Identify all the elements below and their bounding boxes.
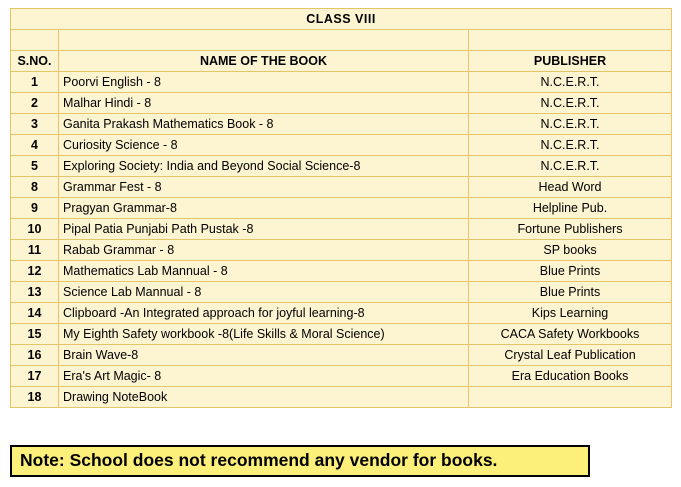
table-row	[11, 72, 672, 93]
row-book-name: Rabab Grammar - 8	[59, 240, 469, 261]
row-sno: 3	[11, 114, 59, 135]
row-publisher: N.C.E.R.T.	[469, 156, 672, 177]
row-sno: 14	[11, 303, 59, 324]
row-sno: 17	[11, 366, 59, 387]
row-publisher: CACA Safety Workbooks	[469, 324, 672, 345]
table-row	[11, 114, 672, 135]
row-sno: 2	[11, 93, 59, 114]
row-publisher: Blue Prints	[469, 261, 672, 282]
row-publisher	[469, 387, 672, 408]
row-sno: 16	[11, 345, 59, 366]
table-body	[11, 9, 672, 408]
spacer-cell-sno	[11, 30, 59, 51]
column-header-book-name: NAME OF THE BOOK	[59, 51, 469, 72]
row-book-name: Mathematics Lab Mannual - 8	[59, 261, 469, 282]
row-book-name: My Eighth Safety workbook -8(Life Skills & Moral Science)	[59, 324, 469, 345]
row-publisher: Blue Prints	[469, 282, 672, 303]
row-publisher: Crystal Leaf Publication	[469, 345, 672, 366]
row-publisher: N.C.E.R.T.	[469, 72, 672, 93]
row-sno: 1	[11, 72, 59, 93]
row-book-name: Brain Wave-8	[59, 345, 469, 366]
row-book-name: Era's Art Magic- 8	[59, 366, 469, 387]
table-row	[11, 93, 672, 114]
row-book-name: Drawing NoteBook	[59, 387, 469, 408]
row-book-name: Ganita Prakash Mathematics Book - 8	[59, 114, 469, 135]
row-book-name: Clipboard -An Integrated approach for joyful learning-8	[59, 303, 469, 324]
table-row	[11, 366, 672, 387]
row-book-name: Pragyan Grammar-8	[59, 198, 469, 219]
row-publisher: Era Education Books	[469, 366, 672, 387]
title-row	[11, 9, 672, 30]
table-row	[11, 261, 672, 282]
table-row	[11, 219, 672, 240]
spacer-cell-publisher	[469, 30, 672, 51]
row-sno: 8	[11, 177, 59, 198]
row-sno: 4	[11, 135, 59, 156]
row-publisher: Kips Learning	[469, 303, 672, 324]
row-publisher: SP books	[469, 240, 672, 261]
column-header-row	[11, 51, 672, 72]
spacer-row	[11, 30, 672, 51]
row-publisher: Helpline Pub.	[469, 198, 672, 219]
spacer-cell-name	[59, 30, 469, 51]
table-row	[11, 135, 672, 156]
table-row	[11, 156, 672, 177]
row-publisher: Fortune Publishers	[469, 219, 672, 240]
table-row	[11, 282, 672, 303]
row-book-name: Curiosity Science - 8	[59, 135, 469, 156]
row-publisher: N.C.E.R.T.	[469, 135, 672, 156]
note-area	[10, 443, 671, 479]
table-row	[11, 345, 672, 366]
table-row	[11, 177, 672, 198]
row-sno: 12	[11, 261, 59, 282]
row-publisher: N.C.E.R.T.	[469, 114, 672, 135]
row-book-name: Poorvi English - 8	[59, 72, 469, 93]
row-book-name: Pipal Patia Punjabi Path Pustak -8	[59, 219, 469, 240]
row-sno: 15	[11, 324, 59, 345]
table-row	[11, 324, 672, 345]
book-list-table	[10, 8, 672, 408]
row-sno: 18	[11, 387, 59, 408]
column-header-publisher: PUBLISHER	[469, 51, 672, 72]
row-book-name: Grammar Fest - 8	[59, 177, 469, 198]
row-sno: 5	[11, 156, 59, 177]
row-sno: 10	[11, 219, 59, 240]
row-sno: 9	[11, 198, 59, 219]
table-row	[11, 240, 672, 261]
vendor-note: Note: School does not recommend any vendor for books.	[10, 445, 590, 477]
row-publisher: Head Word	[469, 177, 672, 198]
table-row	[11, 387, 672, 408]
row-publisher: N.C.E.R.T.	[469, 93, 672, 114]
row-book-name: Science Lab Mannual - 8	[59, 282, 469, 303]
column-header-sno: S.NO.	[11, 51, 59, 72]
table-row	[11, 198, 672, 219]
row-sno: 11	[11, 240, 59, 261]
row-sno: 13	[11, 282, 59, 303]
table-row	[11, 303, 672, 324]
row-book-name: Exploring Society: India and Beyond Social Science-8	[59, 156, 469, 177]
page-title: CLASS VIII	[11, 9, 672, 30]
row-book-name: Malhar Hindi - 8	[59, 93, 469, 114]
